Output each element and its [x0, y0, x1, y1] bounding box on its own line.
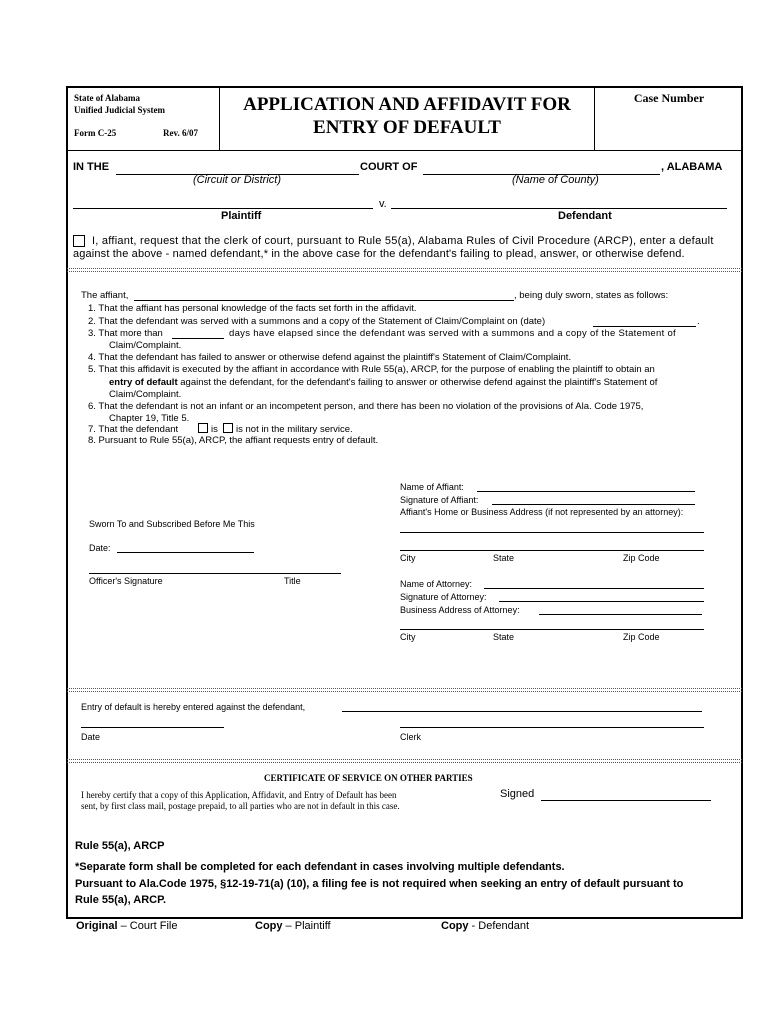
in-the-label: IN THE: [73, 161, 110, 173]
certificate-line1: I hereby certify that a copy of this Application, Affidavit, and Entry of Default has been: [81, 790, 397, 800]
distribution-original: [76, 920, 177, 932]
affidavit-item-7a: 7. That the defendant: [88, 424, 179, 435]
original-destination: – Court File: [117, 920, 178, 932]
request-text-line2: against the above - named defendant,* in the above case for the defendant's failing to plead, answer, or otherwise defend.: [73, 248, 685, 260]
affidavit-item-1: 1. That the affiant has personal knowledge of the facts set forth in the affidavit.: [88, 303, 417, 314]
certificate-heading: CERTIFICATE OF SERVICE ON OTHER PARTIES: [264, 773, 473, 783]
form-title-line1: APPLICATION AND AFFIDAVIT FOR: [243, 94, 571, 115]
entry-defendant-field[interactable]: [342, 711, 702, 712]
state-label-1: State: [493, 553, 515, 563]
defendant-field[interactable]: [391, 208, 727, 209]
form-title-line2: ENTRY OF DEFAULT: [313, 117, 501, 138]
request-checkbox[interactable]: [73, 235, 85, 247]
sworn-label: Sworn To and Subscribed Before Me This: [89, 519, 255, 529]
affidavit-item-5c: Claim/Complaint.: [109, 389, 182, 400]
signed-line[interactable]: [541, 800, 711, 801]
filing-fee-note-line2: Rule 55(a), ARCP.: [75, 894, 167, 906]
affiant-intro-suffix: , being duly sworn, states as follows:: [514, 290, 669, 301]
attorney-address-label: Business Address of Attorney:: [400, 605, 520, 615]
section-divider-1b: [67, 271, 742, 272]
header-bottom-rule: [67, 150, 742, 151]
affidavit-item-3b: days have elapsed since the defendant was served with a summons and a copy of the Statement of: [229, 328, 676, 339]
affidavit-item-3a: 3. That more than: [88, 328, 163, 339]
affiant-address-label: Affiant's Home or Business Address (if not represented by an attorney):: [400, 507, 684, 517]
plaintiff-field[interactable]: [73, 208, 373, 209]
service-date-field[interactable]: [593, 326, 696, 327]
copy-destination-1: – Plaintiff: [282, 920, 331, 932]
defendant-label: Defendant: [558, 210, 612, 222]
header-divider-right: [594, 87, 595, 151]
military-is-checkbox[interactable]: [198, 423, 208, 433]
versus-label: v.: [379, 198, 387, 210]
clerk-label: Clerk: [400, 732, 422, 742]
form-revision: Rev. 6/07: [163, 128, 198, 138]
affiant-name-label: Name of Affiant:: [400, 482, 464, 492]
city-label-2: City: [400, 632, 416, 642]
entry-date-label: Date: [81, 732, 101, 742]
copy-label-1: Copy: [255, 920, 283, 932]
sworn-date-label: Date:: [89, 543, 111, 553]
affidavit-item-8: 8. Pursuant to Rule 55(a), ARCP, the affiant requests entry of default.: [88, 435, 379, 446]
attorney-signature-line[interactable]: [499, 601, 704, 602]
officer-signature-line[interactable]: [89, 573, 341, 574]
copy-label-2: Copy: [441, 920, 469, 932]
separate-form-note: *Separate form shall be completed for each defendant in cases involving multiple defendants.: [75, 861, 565, 873]
entry-of-default-emphasis: entry of default: [109, 377, 178, 388]
rule-reference: Rule 55(a), ARCP: [75, 840, 165, 852]
request-text-line1: I, affiant, request that the clerk of court, pursuant to Rule 55(a), Alabama Rules of Civil Procedure (ARCP), enter a default: [92, 235, 714, 247]
circuit-hint: (Circuit or District): [193, 174, 281, 186]
section-divider-1: [67, 268, 742, 269]
section-divider-2b: [67, 691, 742, 692]
copy-destination-2: - Defendant: [468, 920, 530, 932]
affidavit-item-4: 4. That the defendant has failed to answer or otherwise defend against the plaintiff's Statement of Claim/Complaint.: [88, 352, 572, 363]
city-label-1: City: [400, 553, 416, 563]
affiant-city-line[interactable]: [400, 550, 704, 551]
state-label-2: State: [493, 632, 515, 642]
affidavit-item-2-end: .: [697, 316, 700, 327]
zip-label-2: Zip Code: [623, 632, 660, 642]
affidavit-item-7c: is not in the military service.: [236, 424, 353, 435]
original-label: Original: [76, 920, 118, 932]
entry-date-line[interactable]: [81, 727, 224, 728]
military-is-not-checkbox[interactable]: [223, 423, 233, 433]
zip-label-1: Zip Code: [623, 553, 660, 563]
affidavit-item-6b: Chapter 19, Title 5.: [109, 413, 190, 424]
form-number: Form C-25: [74, 128, 117, 138]
officer-title-label: Title: [284, 576, 301, 586]
state-label: State of Alabama: [74, 93, 140, 103]
filing-fee-note-line1: Pursuant to Ala.Code 1975, §12-19-71(a) (10), a filing fee is not required when seeking an entry of default pursuant to: [75, 878, 684, 890]
officer-signature-label: Officer's Signature: [89, 576, 163, 586]
affidavit-item-3c: Claim/Complaint.: [109, 340, 182, 351]
affiant-intro-prefix: The affiant,: [81, 290, 129, 301]
attorney-name-line[interactable]: [484, 588, 704, 589]
distribution-copy-plaintiff: [255, 920, 331, 932]
attorney-city-line[interactable]: [400, 629, 704, 630]
case-number-label: Case Number: [633, 91, 705, 105]
signed-label: Signed: [500, 788, 535, 800]
attorney-name-label: Name of Attorney:: [400, 579, 473, 589]
affiant-address-line[interactable]: [400, 532, 704, 533]
affiant-name-field[interactable]: [134, 300, 514, 301]
affiant-signature-line[interactable]: [492, 504, 695, 505]
section-divider-2: [67, 688, 742, 689]
county-hint: (Name of County): [512, 174, 599, 186]
entry-default-text: Entry of default is hereby entered against the defendant,: [81, 702, 306, 712]
section-divider-3b: [67, 762, 742, 763]
section-divider-3: [67, 759, 742, 760]
case-number-field[interactable]: [600, 108, 738, 146]
affidavit-item-2: 2. That the defendant was served with a summons and a copy of the Statement of Claim/Complaint on (date): [88, 316, 546, 327]
affidavit-item-5b-rest: against the defendant, for the defendant's failing to answer or otherwise defend against the plaintiff's Statement of: [177, 377, 658, 388]
affidavit-item-7b: is: [211, 424, 218, 435]
certificate-line2: sent, by first class mail, postage prepaid, to all parties who are not in default in this case.: [81, 801, 400, 811]
affidavit-item-6a: 6. That the defendant is not an infant or an incompetent person, and there has been no violation of the provisions of Ala. Code 1975,: [88, 401, 644, 412]
sworn-date-field[interactable]: [117, 552, 254, 553]
alabama-label: , ALABAMA: [661, 161, 723, 173]
days-elapsed-field[interactable]: [172, 338, 224, 339]
clerk-line[interactable]: [400, 727, 704, 728]
affiant-name-line[interactable]: [477, 491, 695, 492]
distribution-copy-defendant: [441, 920, 529, 932]
attorney-signature-label: Signature of Attorney:: [400, 592, 487, 602]
attorney-address-line[interactable]: [539, 614, 702, 615]
plaintiff-label: Plaintiff: [221, 210, 262, 222]
affiant-signature-label: Signature of Affiant:: [400, 495, 479, 505]
system-label: Unified Judicial System: [74, 105, 166, 115]
affidavit-item-5b: [109, 377, 657, 388]
court-of-label: COURT OF: [360, 161, 418, 173]
affidavit-item-5a: 5. That this affidavit is executed by the affiant in accordance with Rule 55(a), ARCP, for the purpose of enabling the plaintiff to obtain an: [88, 364, 655, 375]
